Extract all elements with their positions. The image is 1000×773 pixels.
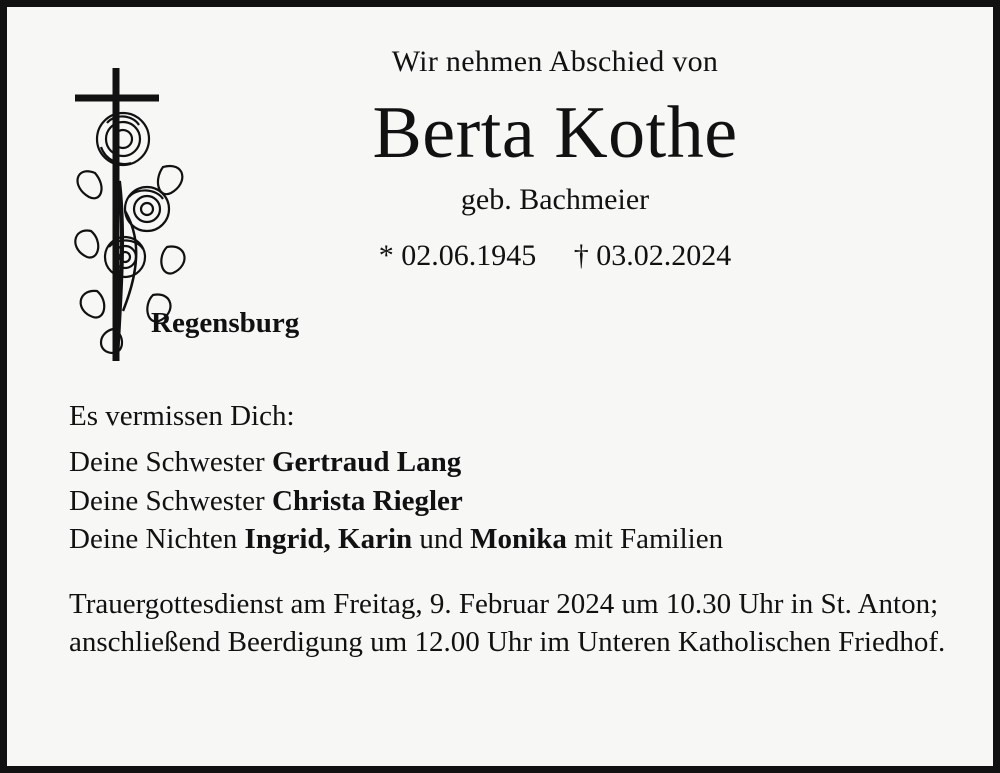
mourner-name: Christa Riegler: [271, 484, 463, 517]
mourner-name: Ingrid, Karin: [244, 523, 413, 556]
service-details: Trauergottesdienst am Freitag, 9. Februar 2024 um 10.30 Uhr in St. Anton; anschließend Beerdigung um 12.00 Uhr im Unteren Katholischen Friedhof.: [69, 587, 946, 659]
obituary-header-area: [53, 45, 947, 375]
mourner-name: Gertraud Lang: [271, 446, 462, 479]
obituary-inner: [7, 7, 993, 766]
intro-line: Wir nehmen Abschied von: [391, 45, 719, 78]
mourners-list: [69, 443, 947, 559]
mourners-intro: Es vermissen Dich:: [69, 400, 295, 432]
mourner-prefix: Deine Schwester: [69, 446, 272, 479]
mourner-prefix: Deine Nichten: [69, 523, 245, 556]
maiden-name: geb. Bachmeier: [460, 182, 650, 216]
life-dates: * 02.06.1945 † 03.02.2024: [378, 238, 732, 272]
cross-with-roses-icon: [67, 61, 207, 406]
mourner-suffix: mit Familien: [566, 523, 724, 556]
mourner-prefix: Deine Schwester: [69, 484, 272, 517]
deceased-name: Berta Kothe: [372, 92, 738, 174]
city-label: Regensburg: [151, 306, 300, 339]
list-item: [69, 443, 947, 482]
mourner-conjunction: und: [412, 523, 471, 556]
mourner-name-secondary: Monika: [470, 523, 567, 556]
obituary-body: [53, 397, 947, 661]
list-item: [69, 482, 947, 521]
list-item: [69, 520, 947, 559]
